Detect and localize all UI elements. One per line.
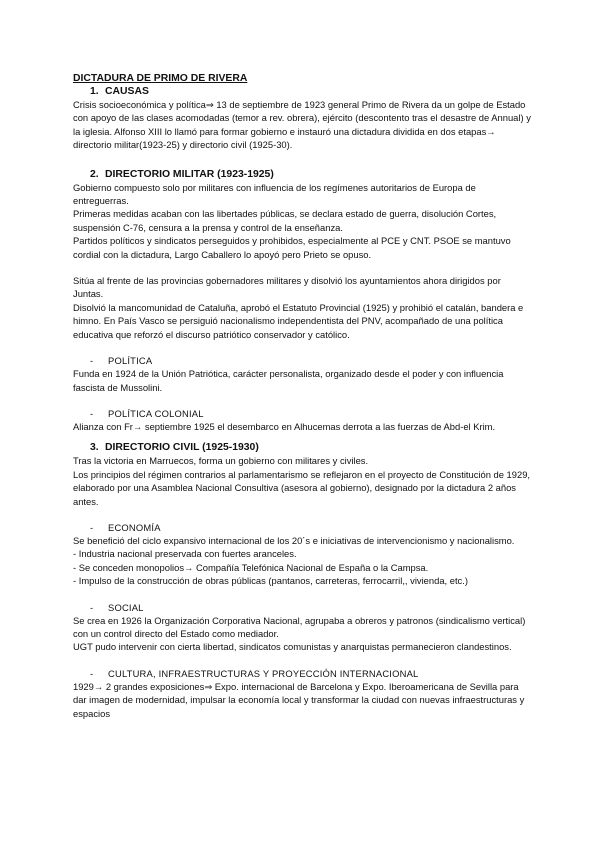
subheading-label: ECONOMÍA <box>108 521 161 533</box>
section-heading-directorio-militar <box>73 168 533 181</box>
paragraph: Primeras medidas acaban con las libertades públicas, se declara estado de guerra, disolución Cortes, suspensión C-76, censura a la prensa y control de la enseñanza. <box>73 208 497 233</box>
bullet-dash: - <box>90 355 94 367</box>
section-title: DIRECTORIO MILITAR (1923-1925) <box>105 168 274 180</box>
paragraph: Gobierno compuesto solo por militares con influencia de los regímenes autoritarios de Europa de entreguerras. <box>73 181 476 207</box>
paragraph-causas: Crisis socioeconómica y política⇒ 13 de septiembre de 1923 general Primo de Rivera da un golpe de Estado con apoyo de las clases acomodadas (temor a rev. obrera), ejército (descontento tras el desastre de Annual) y la iglesia. Alfonso XIII lo llamó para formar gobierno e instauró una dictadura dividida en dos etapas→ directorio militar(1923-25) y directorio civil (1925-30). <box>73 99 531 151</box>
section-number: 2. <box>90 168 99 180</box>
subheading-politica-colonial <box>73 407 533 420</box>
section-number: 1. <box>90 86 99 97</box>
subheading-label: SOCIAL <box>108 601 144 613</box>
document-body <box>73 72 533 720</box>
subheading-economia <box>73 521 533 534</box>
paragraph: Tras la victoria en Marruecos, forma un gobierno con militares y civiles. <box>73 455 369 467</box>
paragraph: Alianza con Fr→ septiembre 1925 el desembarco en Alhucemas derrota a las fuerzas de Abd-el Krim. <box>73 420 496 432</box>
list-item: - Industria nacional preservada con fuertes aranceles. <box>73 548 297 560</box>
subheading-politica <box>73 354 533 367</box>
paragraph: Partidos políticos y sindicatos perseguidos y prohibidos, especialmente al PCE y CNT. PSOE se mantuvo cordial con la dictadura, Largo Caballero lo apoyó pero Prieto se opuso. <box>73 235 511 260</box>
section-number: 3. <box>90 442 99 454</box>
section-title: DIRECTORIO CIVIL (1925-1930) <box>105 442 259 454</box>
paragraph: Los principios del régimen contrarios al parlamentarismo se reflejaron en el proyecto de Constitución de 1929, elaborado por una Asamblea Nacional Consultiva (asesora al gobierno), designado por la dictadura 2 años antes. <box>73 468 531 507</box>
paragraph: UGT pudo intervenir con cierta libertad, sindicatos comunistas y anarquistas permanecieron clandestinos. <box>73 641 512 653</box>
list-item: - Se conceden monopolios→ Compañía Telefónica Nacional de España o la Campsa. <box>73 561 429 573</box>
list-item: - Impulso de la construcción de obras públicas (pantanos, carreteras, ferrocarril,, vivienda, etc.) <box>73 575 468 587</box>
section-heading-directorio-civil <box>73 441 533 454</box>
document-title: DICTADURA DE PRIMO DE RIVERA <box>73 73 248 84</box>
subheading-label: POLÍTICA <box>108 355 153 367</box>
subheading-label: CULTURA, INFRAESTRUCTURAS Y PROYECCIÓN INTERNACIONAL <box>108 667 419 679</box>
paragraph: Funda en 1924 de la Unión Patriótica, carácter personalista, organizado desde el poder y con influencia fascista de Mussolini. <box>73 368 504 393</box>
paragraph: Se benefició del ciclo expansivo internacional de los 20´s e iniciativas de intervencionismo y nacionalismo. <box>73 534 515 546</box>
section-heading-causas <box>73 85 533 98</box>
bullet-dash: - <box>90 407 94 419</box>
bullet-dash: - <box>90 601 94 613</box>
paragraph: Se crea en 1926 la Organización Corporativa Nacional, agrupaba a obreros y patronos (sindicalismo vertical) con un control directo del Estado como mediador. <box>73 614 526 639</box>
subheading-cultura <box>73 667 533 680</box>
section-title: CAUSAS <box>105 86 149 97</box>
paragraph: Sitúa al frente de las provincias gobernadores militares y disolvió los ayuntamientos ahora dirigidos por Juntas. <box>73 275 501 300</box>
subheading-social <box>73 601 533 614</box>
bullet-dash: - <box>90 667 94 679</box>
paragraph: 1929→ 2 grandes exposiciones⇒ Expo. internacional de Barcelona y Expo. Iberoamericana de Sevilla para dar imagen de modernidad, impulsar la economía local y transformar la ciudad con nuevas infraestructuras y espacios <box>73 680 525 719</box>
paragraph: Disolvió la mancomunidad de Cataluña, aprobó el Estatuto Provincial (1925) y prohibió el catalán, bandera e himno. En País Vasco se persiguió nacionalismo independentista del PNV, acompañado de una política educativa que reforzó el discurso patriótico conservador y católico. <box>73 301 524 340</box>
bullet-dash: - <box>90 521 94 533</box>
subheading-label: POLÍTICA COLONIAL <box>108 407 204 419</box>
